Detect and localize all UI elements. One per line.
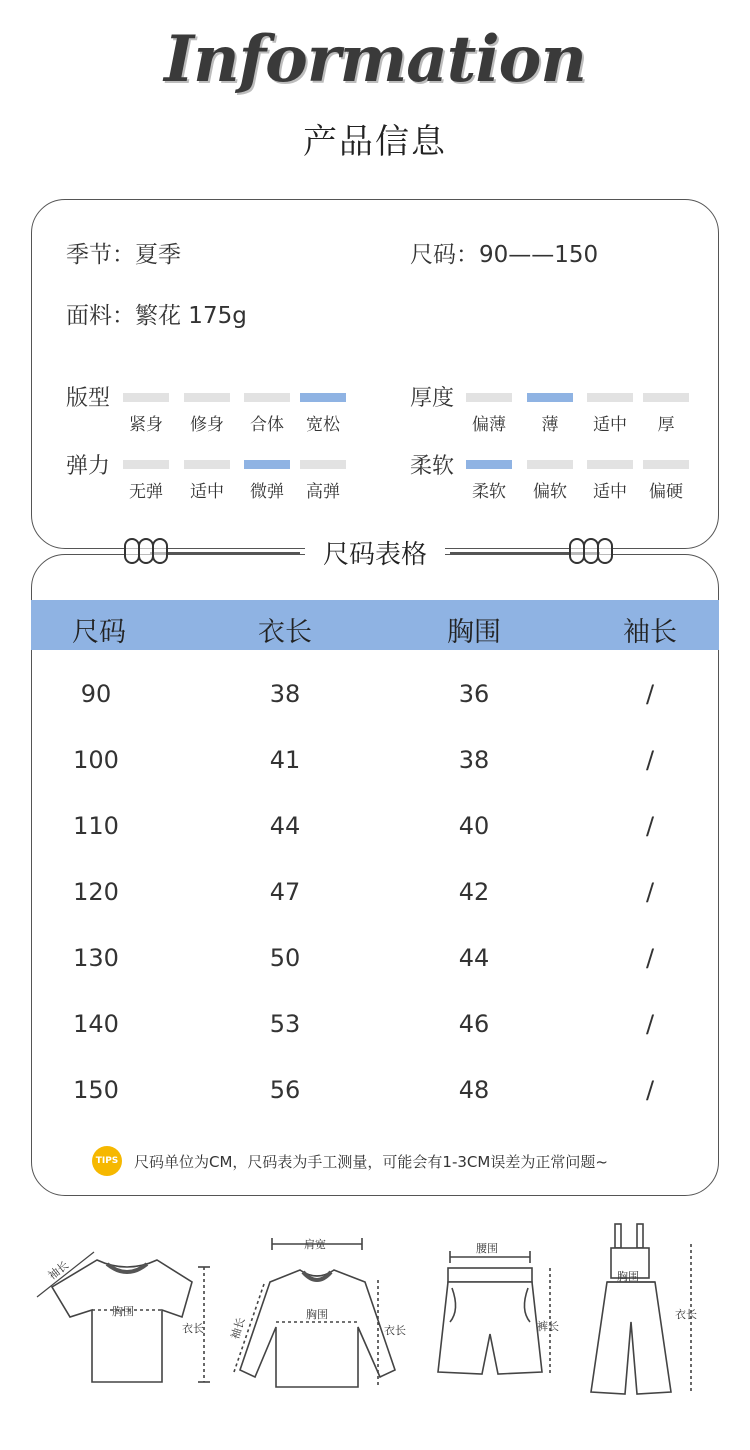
table-cell: /	[645, 746, 655, 774]
table-cell: 120	[73, 878, 119, 906]
table-cell: 140	[73, 1010, 119, 1038]
table-cell: 42	[458, 878, 490, 906]
header-size: 尺码	[72, 617, 126, 648]
shorts-length-label: 裤长	[537, 1320, 559, 1333]
scale-option	[587, 460, 633, 502]
scale-option	[466, 460, 512, 502]
scale-option-label: 无弹	[129, 482, 163, 502]
attr-label-thickness: 厚度	[410, 386, 455, 411]
scale-bar-selected	[244, 460, 290, 469]
tips-badge-icon: TIPS	[92, 1146, 122, 1176]
table-cell: 44	[458, 944, 490, 972]
tshirt-chest-label: 胸围	[112, 1305, 134, 1318]
scale-option	[643, 393, 689, 435]
scale-option	[300, 393, 346, 435]
table-cell: 53	[269, 1010, 301, 1038]
scale-option	[184, 393, 230, 435]
size-range-value: 尺码：90——150	[410, 242, 599, 268]
shorts-waist-label: 腰围	[476, 1242, 498, 1255]
scale-bar	[527, 460, 573, 469]
table-cell: /	[645, 944, 655, 972]
scale-option-label: 适中	[190, 482, 224, 502]
binder-rings-left-icon	[124, 538, 166, 564]
header-length: 衣长	[258, 617, 312, 648]
sweater-sleeve-label: 袖长	[230, 1315, 248, 1341]
table-cell: 90	[80, 680, 112, 708]
scale-bar	[184, 393, 230, 402]
size-table-title: 尺码表格	[0, 534, 750, 571]
scale-option	[527, 460, 573, 502]
scale-option	[466, 393, 512, 435]
table-cell: 47	[269, 878, 301, 906]
scale-option	[184, 460, 230, 502]
scale-bar	[466, 393, 512, 402]
overalls-length-label: 衣长	[675, 1308, 697, 1321]
scale-option-label: 偏薄	[472, 415, 506, 435]
tshirt-length-label: 衣长	[182, 1322, 204, 1335]
scale-bar	[643, 393, 689, 402]
table-cell: 150	[73, 1076, 119, 1104]
scale-option-label: 偏软	[533, 482, 567, 502]
scale-option-label: 紧身	[129, 415, 163, 435]
scale-bar	[244, 393, 290, 402]
scale-option	[527, 393, 573, 435]
scale-bar	[587, 393, 633, 402]
scale-bar	[587, 460, 633, 469]
sweater-diagram	[230, 1222, 420, 1401]
table-cell: 130	[73, 944, 119, 972]
scale-option-label: 偏硬	[649, 482, 683, 502]
table-cell: 36	[458, 680, 490, 708]
table-cell: /	[645, 1076, 655, 1104]
scale-option-label: 适中	[593, 415, 627, 435]
scale-bar	[123, 393, 169, 402]
season-value: 季节：夏季	[66, 242, 181, 268]
table-cell: 46	[458, 1010, 490, 1038]
table-cell: 44	[269, 812, 301, 840]
scale-option	[244, 460, 290, 502]
scale-option	[123, 393, 169, 435]
table-cell: 110	[73, 812, 119, 840]
hero-title: Information	[164, 22, 586, 97]
table-row	[31, 746, 719, 776]
table-cell: 50	[269, 944, 301, 972]
scale-bar-selected	[527, 393, 573, 402]
table-row	[31, 680, 719, 710]
scale-option	[123, 460, 169, 502]
tips-note	[92, 1146, 608, 1176]
table-row	[31, 812, 719, 842]
scale-bar-selected	[300, 393, 346, 402]
scale-option-label: 修身	[190, 415, 224, 435]
table-cell: 56	[269, 1076, 301, 1104]
overalls-chest-label: 胸围	[617, 1270, 639, 1283]
tips-text: 尺码单位为CM，尺码表为手工测量，可能会有1-3CM误差为正常问题~	[134, 1152, 608, 1171]
scale-option-label: 厚	[657, 415, 675, 435]
scale-bar-selected	[466, 460, 512, 469]
sweater-shoulder-label: 肩宽	[304, 1238, 326, 1251]
scale-option-label: 柔软	[472, 482, 506, 502]
attr-label-softness: 柔软	[410, 454, 455, 479]
table-row	[31, 944, 719, 974]
tshirt-sleeve-label: 袖长	[45, 1258, 72, 1283]
scale-option-label: 高弹	[306, 482, 340, 502]
scale-option	[643, 460, 689, 502]
table-row	[31, 878, 719, 908]
table-row	[31, 1010, 719, 1040]
scale-option-label: 适中	[593, 482, 627, 502]
fabric-value: 面料：繁花 175g	[66, 303, 247, 329]
hero-subtitle: 产品信息	[303, 122, 447, 162]
scale-option-label: 薄	[541, 415, 559, 435]
scale-option	[300, 460, 346, 502]
table-header	[31, 600, 719, 650]
tshirt-diagram	[32, 1222, 222, 1401]
table-cell: 41	[269, 746, 301, 774]
header-sleeve: 袖长	[623, 617, 677, 648]
table-cell: 100	[73, 746, 119, 774]
scale-bar	[300, 460, 346, 469]
table-row	[31, 1076, 719, 1106]
binder-rings-right-icon	[569, 538, 611, 564]
overalls-diagram	[585, 1222, 705, 1401]
attr-label-fit: 版型	[66, 386, 111, 411]
scale-bar	[123, 460, 169, 469]
header-chest: 胸围	[447, 617, 501, 648]
scale-option-label: 微弹	[250, 482, 284, 502]
scale-option	[587, 393, 633, 435]
table-cell: /	[645, 1010, 655, 1038]
scale-option	[244, 393, 290, 435]
table-cell: /	[645, 878, 655, 906]
sweater-length-label: 衣长	[384, 1324, 406, 1337]
table-cell: /	[645, 680, 655, 708]
shorts-diagram	[430, 1222, 580, 1401]
table-cell: 38	[458, 746, 490, 774]
attr-label-elasticity: 弹力	[66, 454, 111, 479]
table-cell: /	[645, 812, 655, 840]
scale-bar	[184, 460, 230, 469]
scale-option-label: 合体	[250, 415, 284, 435]
scale-bar	[643, 460, 689, 469]
table-cell: 40	[458, 812, 490, 840]
table-cell: 48	[458, 1076, 490, 1104]
scale-option-label: 宽松	[306, 415, 340, 435]
table-cell: 38	[269, 680, 301, 708]
sweater-chest-label: 胸围	[306, 1308, 328, 1321]
